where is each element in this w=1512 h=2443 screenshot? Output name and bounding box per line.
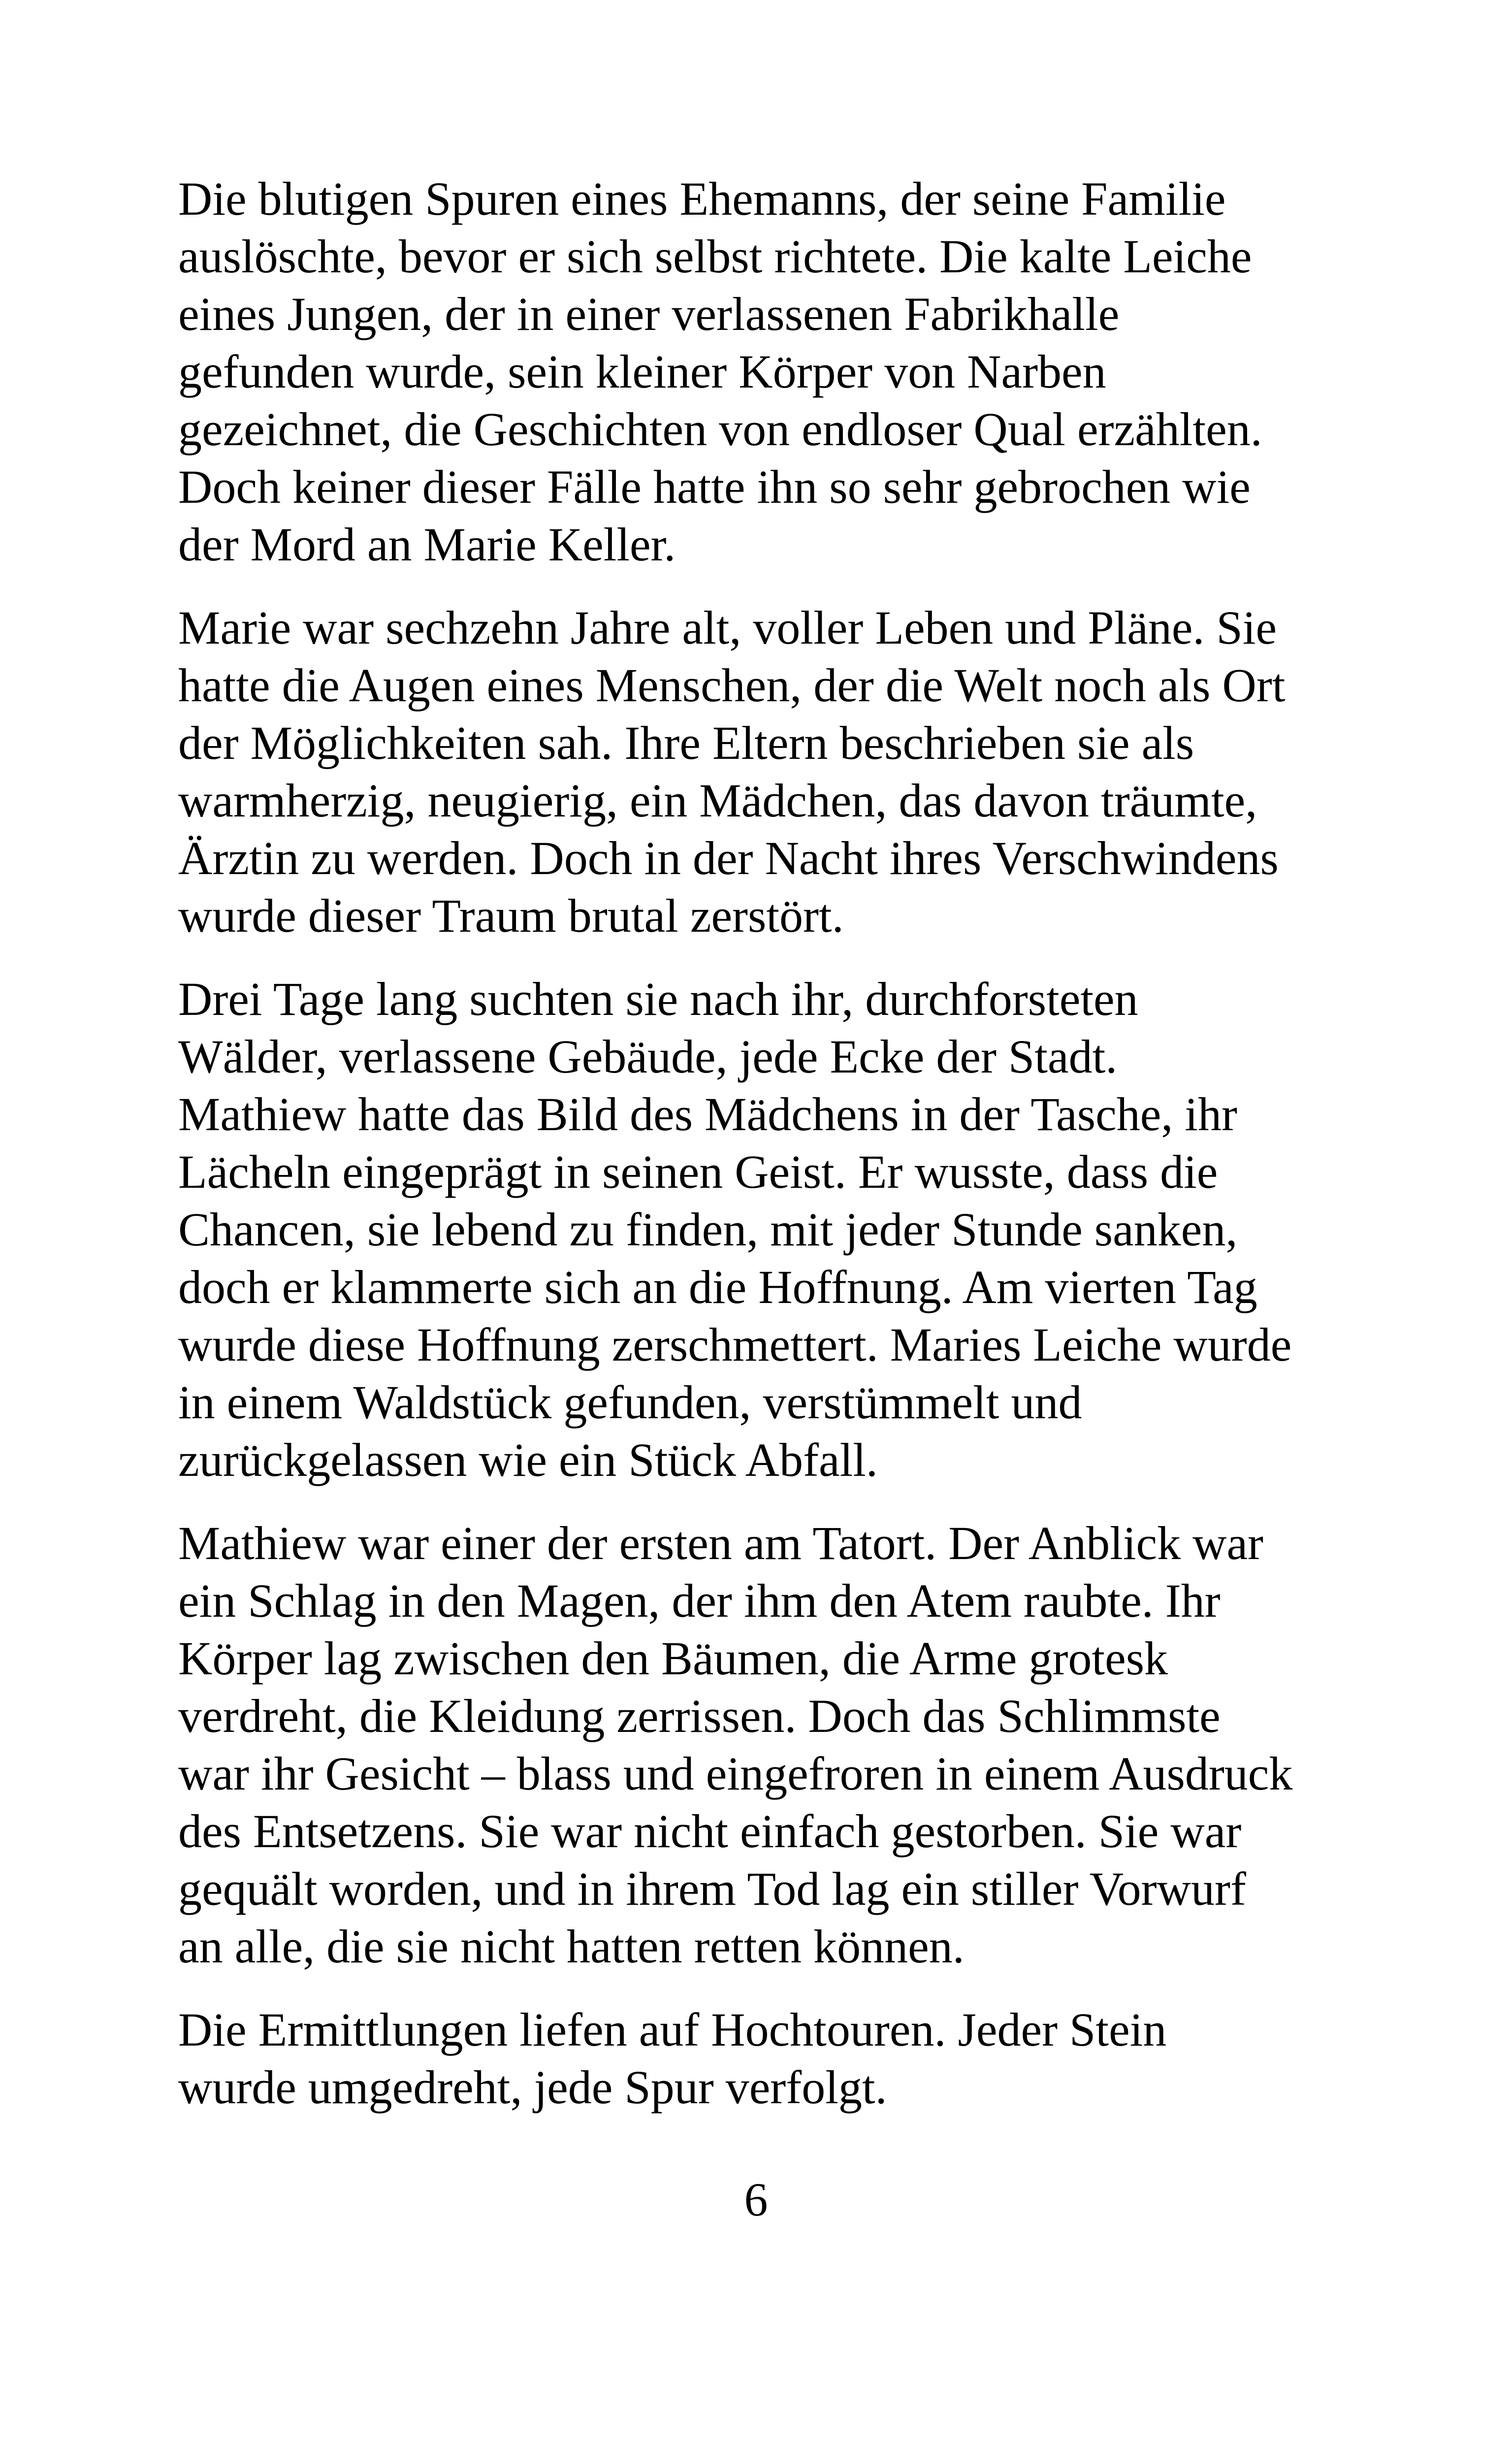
- text-line: wurde dieser Traum brutal zerstört.: [178, 889, 844, 942]
- text-line: Körper lag zwischen den Bäumen, die Arme grotesk: [178, 1632, 1168, 1685]
- text-line: hatte die Augen eines Menschen, der die Welt noch als Ort: [178, 659, 1286, 712]
- text-line: Doch keiner dieser Fälle hatte ihn so sehr gebrochen wie: [178, 460, 1251, 513]
- text-line: gefunden wurde, sein kleiner Körper von Narben: [178, 345, 1106, 398]
- text-line: in einem Waldstück gefunden, verstümmelt und: [178, 1376, 1082, 1429]
- text-line: zurückgelassen wie ein Stück Abfall.: [178, 1433, 878, 1486]
- text-line: warmherzig, neugierig, ein Mädchen, das davon träumte,: [178, 774, 1257, 827]
- paragraph: [178, 599, 1360, 945]
- text-line: Mathiew war einer der ersten am Tatort. Der Anblick war: [178, 1517, 1264, 1569]
- text-line: verdreht, die Kleidung zerrissen. Doch das Schlimmste: [178, 1690, 1221, 1742]
- text-line: Die Ermittlungen liefen auf Hochtouren. Jeder Stein: [178, 2003, 1167, 2056]
- text-line: eines Jungen, der in einer verlassenen Fabrikhalle: [178, 288, 1120, 340]
- paragraph: [178, 970, 1360, 1489]
- text-line: Mathiew hatte das Bild des Mädchens in der Tasche, ihr: [178, 1088, 1237, 1140]
- text-line: Marie war sechzehn Jahre alt, voller Leben und Pläne. Sie: [178, 601, 1277, 654]
- text-line: gequält worden, und in ihrem Tod lag ein stiller Vorwurf: [178, 1862, 1246, 1915]
- text-line: gezeichnet, die Geschichten von endloser Qual erzählten.: [178, 403, 1262, 456]
- paragraph: [178, 1514, 1360, 1975]
- text-line: doch er klammerte sich an die Hoffnung. Am vierten Tag: [178, 1261, 1257, 1313]
- body-text: [178, 170, 1360, 2142]
- text-line: Die blutigen Spuren eines Ehemanns, der seine Familie: [178, 172, 1226, 225]
- text-line: Wälder, verlassene Gebäude, jede Ecke der Stadt.: [178, 1030, 1118, 1083]
- text-line: Chancen, sie lebend zu finden, mit jeder Stunde sanken,: [178, 1203, 1238, 1256]
- text-line: Lächeln eingeprägt in seinen Geist. Er wusste, dass die: [178, 1145, 1218, 1198]
- text-line: wurde diese Hoffnung zerschmettert. Maries Leiche wurde: [178, 1318, 1292, 1371]
- paragraph: [178, 170, 1360, 573]
- text-line: der Mord an Marie Keller.: [178, 518, 676, 571]
- text-line: wurde umgedreht, jede Spur verfolgt.: [178, 2061, 887, 2114]
- text-line: an alle, die sie nicht hatten retten können.: [178, 1920, 965, 1973]
- text-line: der Möglichkeiten sah. Ihre Eltern beschrieben sie als: [178, 717, 1194, 769]
- text-line: Drei Tage lang suchten sie nach ihr, durchforsteten: [178, 973, 1138, 1025]
- text-line: ein Schlag in den Magen, der ihm den Atem raubte. Ihr: [178, 1574, 1221, 1627]
- text-line: des Entsetzens. Sie war nicht einfach gestorben. Sie war: [178, 1805, 1242, 1857]
- paragraph: [178, 2001, 1360, 2116]
- text-line: war ihr Gesicht – blass und eingefroren in einem Ausdruck: [178, 1747, 1293, 1800]
- text-line: Ärztin zu werden. Doch in der Nacht ihres Verschwindens: [178, 832, 1279, 884]
- page-number: 6: [744, 2173, 768, 2226]
- text-line: auslöschte, bevor er sich selbst richtete. Die kalte Leiche: [178, 230, 1252, 283]
